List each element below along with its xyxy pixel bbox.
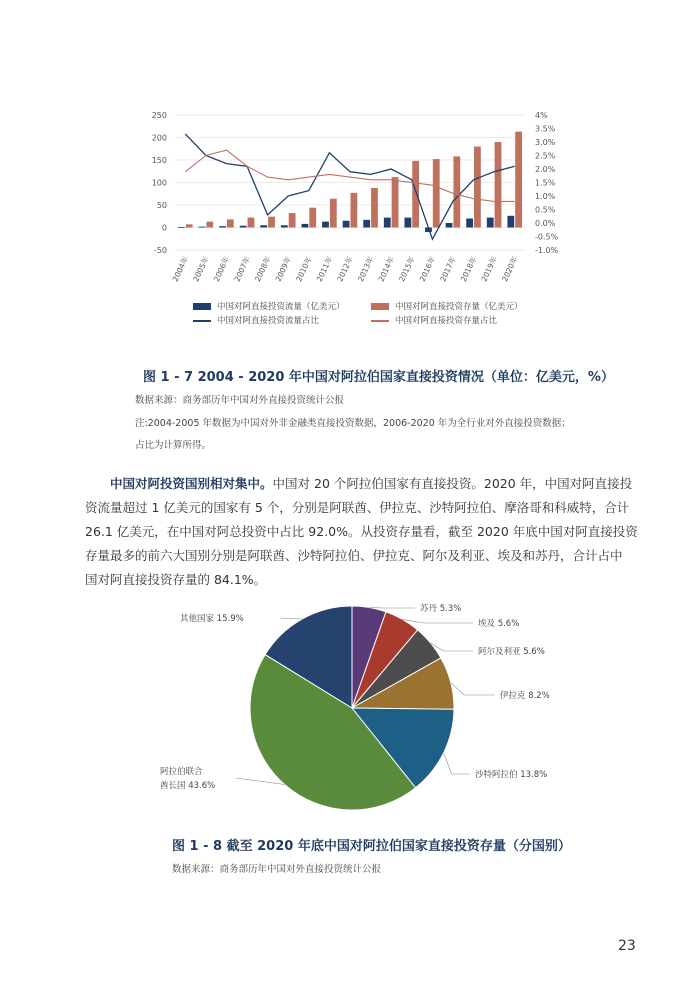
x-tick-label: 2014年 — [376, 255, 396, 283]
paragraph-line: 资流量超过 1 亿美元的国家有 5 个，分别是阿联酋、伊拉克、沙特阿拉伯、摩洛哥和科威特，合计 — [85, 500, 630, 515]
y-right-tick-label: 0.5% — [535, 205, 556, 215]
figure2-source: 数据来源：商务部历年中国对外直接投资统计公报 — [172, 864, 382, 875]
y-right-tick-label: 3.0% — [535, 138, 556, 147]
flow-bar — [199, 227, 206, 228]
x-axis-tick-labels — [170, 254, 520, 283]
flow-bar — [507, 216, 514, 228]
x-tick-label: 2018年 — [458, 255, 479, 283]
x-tick-label: 2012年 — [335, 255, 355, 283]
stock-bar — [495, 142, 502, 228]
flow-bar — [240, 226, 247, 228]
y-right-tick-label: -0.5% — [535, 232, 559, 242]
x-tick-label: 2009年 — [273, 255, 294, 283]
paragraph-line: 国对阿直接投资存量的 84.1%。 — [85, 572, 267, 587]
legend-swatch — [371, 320, 389, 322]
pie-leader-line — [444, 753, 470, 774]
x-tick-label: 2020年 — [500, 255, 520, 283]
x-tick-label: 2015年 — [397, 255, 417, 283]
y-right-tick-label: 4% — [535, 111, 548, 120]
stock-bar — [515, 132, 522, 228]
pie-leader-line — [451, 683, 495, 695]
stock-bar — [351, 193, 358, 228]
paragraph-line — [85, 472, 633, 496]
flow-bar — [384, 218, 391, 228]
pie-label-uae-line2: 酋长国 43.6% — [160, 781, 216, 791]
stock-bar — [227, 219, 234, 227]
stock-bar — [289, 213, 296, 227]
pie-label-egypt: 埃及 5.6% — [478, 619, 520, 629]
stock-bar — [433, 159, 440, 227]
figure1-note-line2: 占比为计算所得。 — [135, 440, 212, 451]
x-tick-label: 2013年 — [356, 255, 376, 283]
left-axis-tick-labels — [152, 111, 167, 255]
chart-bars — [178, 132, 522, 232]
flow-bar — [466, 219, 473, 228]
y-left-tick-label: 0 — [161, 223, 167, 233]
x-tick-label: 2016年 — [417, 255, 438, 283]
body-paragraph — [85, 472, 638, 592]
pie-leader-line — [369, 608, 415, 609]
stock-bar — [392, 177, 399, 227]
x-tick-label: 2008年 — [253, 255, 273, 283]
flow-bar — [363, 220, 370, 228]
x-tick-label: 2019年 — [479, 255, 499, 283]
paragraph-line: 26.1 亿美元，在中国对阿总投资中占比 92.0%。从投资存量看，截至 2020 年底中国对阿直接投资 — [85, 524, 638, 539]
y-right-tick-label: 0.0% — [535, 219, 556, 228]
y-right-tick-label: 2.5% — [535, 151, 556, 161]
stock-bar — [309, 208, 316, 228]
paragraph-lead: 中国对阿投资国别相对集中。 — [110, 476, 273, 491]
pie-label-algeria: 阿尔及利亚 5.6% — [478, 647, 545, 657]
legend-swatch — [193, 303, 211, 310]
right-axis-tick-labels — [535, 111, 559, 255]
y-right-tick-label: -1.0% — [535, 246, 559, 255]
flow-bar — [302, 224, 309, 228]
paragraph-line: 存量最多的前六大国别分别是阿联酋、沙特阿拉伯、伊拉克、阿尔及利亚、埃及和苏丹，合计占中 — [85, 548, 623, 563]
flow-share-line — [185, 134, 514, 239]
chart-gridlines — [175, 115, 525, 250]
stock-share-line — [185, 150, 514, 201]
legend-item-flow-line — [193, 314, 319, 326]
x-tick-label: 2011年 — [314, 255, 335, 283]
stock-bar — [206, 222, 213, 228]
legend-item-stock-line — [371, 314, 497, 326]
legend-label: 中国对阿直接投资流量（亿美元） — [217, 302, 345, 312]
x-tick-label: 2017年 — [438, 255, 458, 283]
x-tick-label: 2004年 — [170, 255, 191, 283]
pie-leader-line — [431, 643, 474, 651]
y-right-tick-label: 2.0% — [535, 165, 556, 174]
x-tick-label: 2006年 — [211, 255, 232, 283]
figure1-caption: 图 1 - 7 2004 - 2020 年中国对阿拉伯国家直接投资情况（单位：亿美元，%） — [143, 370, 614, 385]
flow-bar — [404, 218, 411, 228]
pie-label-saudi: 沙特阿拉伯 13.8% — [475, 770, 548, 780]
stock-bar — [474, 147, 481, 228]
stock-bar — [186, 224, 193, 227]
chart-lines — [185, 134, 514, 239]
flow-bar — [219, 226, 226, 227]
pie-slices — [250, 606, 454, 810]
x-tick-label: 2005年 — [191, 255, 211, 283]
y-left-tick-label: 150 — [151, 156, 167, 165]
stock-bar — [453, 156, 460, 227]
y-left-tick-label: -50 — [153, 246, 167, 255]
stock-bar — [248, 218, 255, 228]
flow-bar — [343, 221, 350, 228]
y-right-tick-label: 1.5% — [535, 178, 556, 188]
legend-item-flow-bar — [193, 300, 345, 312]
stock-bar — [330, 199, 337, 228]
y-left-tick-label: 250 — [151, 111, 167, 120]
flow-bar — [260, 225, 267, 227]
y-left-tick-label: 200 — [151, 133, 167, 143]
page-number: 23 — [618, 938, 636, 954]
flow-bar — [487, 218, 494, 228]
flow-bar — [446, 223, 453, 228]
legend-item-stock-bar — [371, 300, 523, 312]
y-right-tick-label: 1.0% — [535, 192, 556, 201]
flow-bar — [178, 227, 185, 228]
legend-label: 中国对阿直接投资存量（亿美元） — [395, 302, 523, 312]
legend-swatch — [193, 320, 211, 322]
pie-label-uae-line1: 阿拉伯联合 — [160, 767, 203, 777]
chart-legend — [193, 300, 553, 328]
pie-label-others: 其他国家 15.9% — [180, 614, 244, 624]
x-tick-label: 2010年 — [294, 255, 314, 283]
y-left-tick-label: 100 — [151, 178, 167, 188]
y-left-tick-label: 50 — [156, 201, 167, 210]
figure2-caption: 图 1 - 8 截至 2020 年底中国对阿拉伯国家直接投资存量（分国别） — [172, 839, 571, 854]
figure1-note-line1: 注:2004-2005 年数据为中国对外非金融类直接投资数据，2006-2020 年为全行业对外直接投资数据； — [135, 418, 571, 429]
stock-bar — [371, 188, 378, 228]
pie-label-sudan: 苏丹 5.3% — [420, 604, 462, 614]
x-tick-label: 2007年 — [232, 255, 252, 283]
stock-bar — [268, 217, 275, 228]
legend-swatch — [371, 303, 389, 310]
legend-label: 中国对阿直接投资存量占比 — [395, 316, 498, 326]
flow-bar — [322, 222, 329, 228]
figure1-source: 数据来源：商务部历年中国对外直接投资统计公报 — [135, 395, 345, 406]
investment-pie-chart — [140, 595, 580, 820]
pie-leader-line — [280, 618, 302, 619]
pie-leader-line — [403, 619, 473, 623]
legend-label: 中国对阿直接投资流量占比 — [217, 316, 320, 326]
stock-bar — [412, 161, 419, 228]
pie-leader-line — [236, 778, 284, 784]
pie-label-iraq: 伊拉克 8.2% — [500, 691, 550, 701]
y-right-tick-label: 3.5% — [535, 124, 556, 134]
flow-bar — [281, 225, 288, 227]
paragraph-text: 中国对 20 个阿拉伯国家有直接投资。2020 年，中国对阿直接投 — [272, 476, 633, 491]
